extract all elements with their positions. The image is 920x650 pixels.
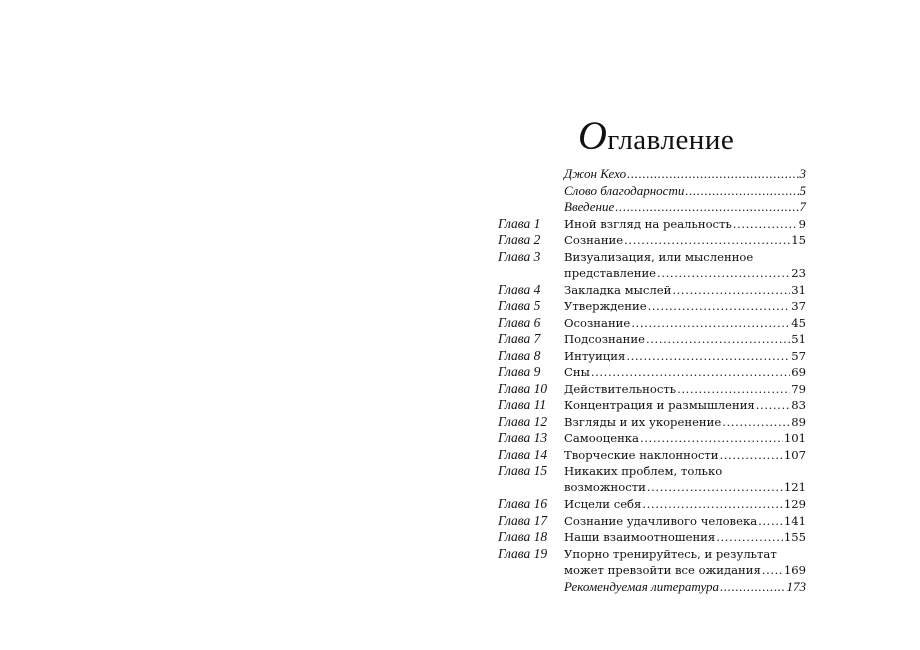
- chapter-number: Глава 16: [498, 496, 548, 511]
- toc-entry: [498, 463, 808, 495]
- toc-entry: [498, 183, 808, 200]
- toc-entry: [498, 397, 808, 414]
- toc-entry: [498, 166, 808, 183]
- entry-body: [564, 282, 806, 298]
- page-number: 141: [783, 513, 806, 528]
- chapter-number: Глава 13: [498, 430, 548, 445]
- toc-entry: [498, 199, 808, 216]
- dot-leader: [631, 315, 790, 331]
- entry-title: Интуиция: [564, 348, 626, 363]
- page-number: 169: [783, 562, 806, 577]
- entry-title: Никаких проблем, только: [564, 464, 723, 478]
- toc-entry: [498, 232, 808, 249]
- toc-entry: [498, 579, 808, 596]
- entry-title: Концентрация и размышления: [564, 398, 755, 412]
- toc-entry: [498, 364, 808, 381]
- page-number: 9: [798, 216, 806, 231]
- entry-title: Подсознание: [564, 332, 645, 346]
- page-number: 31: [791, 282, 806, 297]
- page-number: 69: [791, 365, 806, 379]
- dot-leader: [626, 348, 790, 364]
- entry-body: [564, 364, 806, 380]
- entry-body: [564, 298, 806, 314]
- chapter-number: Глава 10: [498, 380, 548, 396]
- chapter-number: Глава 3: [498, 248, 541, 264]
- toc-entry: [498, 414, 808, 431]
- dot-leader: [624, 232, 790, 248]
- dot-leader: [722, 414, 790, 430]
- chapter-number: Глава 6: [498, 314, 541, 330]
- dot-leader: [758, 513, 783, 529]
- entry-title: Исцели себя: [564, 497, 642, 511]
- toc-entry: [498, 216, 808, 233]
- dot-leader: [762, 562, 783, 578]
- entry-body: [564, 331, 806, 347]
- entry-title: Самооценка: [564, 431, 639, 445]
- entry-title: Утверждение: [564, 299, 647, 313]
- page-number: 45: [791, 315, 806, 330]
- entry-title: Сны: [564, 365, 590, 379]
- dot-leader: [716, 529, 783, 545]
- entry-title: Сознание удачливого человека: [564, 513, 758, 528]
- title-initial: О: [578, 113, 608, 158]
- chapter-number: Глава 8: [498, 347, 541, 363]
- toc-entry: [498, 430, 808, 447]
- page-number: 107: [783, 447, 806, 462]
- toc-entry: [498, 298, 808, 315]
- toc-entry: [498, 315, 808, 332]
- page-number: 15: [791, 233, 806, 247]
- entry-body: [564, 216, 806, 232]
- page-number: 3: [799, 166, 806, 181]
- dot-leader: [642, 496, 783, 512]
- page-number: 23: [791, 265, 806, 280]
- dot-leader: [672, 282, 790, 298]
- page-number: 37: [791, 299, 806, 313]
- chapter-number: Глава 9: [498, 364, 541, 379]
- chapter-number: Глава 5: [498, 298, 541, 313]
- page-number: 5: [799, 182, 806, 198]
- chapter-number: Глава 15: [498, 463, 548, 478]
- entry-body: [564, 430, 806, 446]
- toc-entry: [498, 282, 808, 299]
- entry-body: [564, 496, 806, 512]
- chapter-number: Глава 11: [498, 397, 547, 412]
- entry-title: представление: [564, 265, 657, 280]
- entry-title: может превзойти все ожидания: [564, 562, 761, 577]
- entry-title: Джон Кехо: [564, 166, 627, 181]
- dot-leader: [640, 430, 783, 446]
- toc-entry: [498, 496, 808, 513]
- chapter-number: Глава 4: [498, 281, 541, 297]
- entry-body: [564, 414, 806, 430]
- entry-body: [564, 579, 806, 595]
- page-number: 129: [783, 497, 806, 511]
- toc-entry: [498, 381, 808, 398]
- entry-title: Осознание: [564, 315, 631, 330]
- chapter-number: Глава 18: [498, 529, 548, 544]
- dot-leader: [733, 216, 798, 232]
- dot-leader: [627, 166, 798, 182]
- entry-body: [564, 463, 806, 496]
- toc-entry: [498, 513, 808, 530]
- chapter-number: Глава 17: [498, 512, 548, 528]
- dot-leader: [591, 364, 790, 380]
- entry-title: Взгляды и их укоренение: [564, 414, 722, 429]
- dot-leader: [646, 331, 790, 347]
- dot-leader: [720, 447, 783, 463]
- page-number: 51: [791, 332, 806, 346]
- dot-leader: [648, 298, 791, 314]
- page-number: 89: [791, 414, 806, 429]
- page-number: 79: [791, 381, 806, 396]
- entry-title: возможности: [564, 480, 646, 495]
- entry-body: [564, 397, 806, 413]
- entry-title: Закладка мыслей: [564, 282, 672, 297]
- entry-title: Иной взгляд на реальность: [564, 216, 732, 231]
- entry-body: [564, 447, 806, 463]
- page-number: 155: [783, 530, 806, 544]
- entry-body: [564, 166, 806, 182]
- dot-leader: [756, 397, 790, 413]
- chapter-number: Глава 12: [498, 413, 548, 429]
- entry-title: Рекомендуемая литература: [564, 578, 720, 594]
- dot-leader: [720, 579, 785, 595]
- page-number: 57: [791, 348, 806, 363]
- entry-body: [564, 513, 806, 529]
- page-number: 173: [786, 578, 806, 594]
- entry-title: Введение: [564, 199, 615, 214]
- title-rest: главление: [607, 124, 735, 156]
- entry-body: [564, 546, 806, 579]
- entry-title: Действительность: [564, 381, 677, 396]
- entry-body: [564, 348, 806, 364]
- entry-body: [564, 183, 806, 199]
- page-number: 7: [799, 199, 806, 214]
- dot-leader: [677, 381, 790, 397]
- toc-entry: [498, 348, 808, 365]
- entry-title: Творческие наклонности: [564, 447, 719, 462]
- toc-entry: [498, 248, 808, 280]
- entry-title: Упорно тренируйтесь, и результат: [564, 546, 777, 561]
- chapter-number: Глава 7: [498, 331, 541, 346]
- entry-title: Наши взаимоотношения: [564, 530, 716, 544]
- entry-title: Сознание: [564, 233, 624, 247]
- page-number: 101: [783, 431, 806, 445]
- toc-entry: [498, 447, 808, 464]
- chapter-number: Глава 2: [498, 232, 541, 247]
- chapter-number: Глава 1: [498, 215, 541, 231]
- entry-body: [564, 232, 806, 248]
- page-number: 121: [783, 480, 806, 495]
- entry-body: [564, 199, 806, 215]
- dot-leader: [615, 199, 798, 215]
- entry-body: [564, 381, 806, 397]
- entry-body: [564, 315, 806, 331]
- toc-entry: [498, 545, 808, 577]
- entry-body: [564, 249, 806, 282]
- entry-title: Визуализация, или мысленное: [564, 249, 754, 264]
- dot-leader: [647, 479, 783, 495]
- page-number: 83: [791, 398, 806, 412]
- dot-leader: [657, 265, 790, 281]
- chapter-number: Глава 14: [498, 446, 548, 462]
- toc-entry: [498, 331, 808, 348]
- chapter-number: Глава 19: [498, 545, 548, 561]
- entry-body: [564, 529, 806, 545]
- entry-title: Слово благодарности: [564, 182, 685, 198]
- toc-entry: [498, 529, 808, 546]
- dot-leader: [685, 183, 798, 199]
